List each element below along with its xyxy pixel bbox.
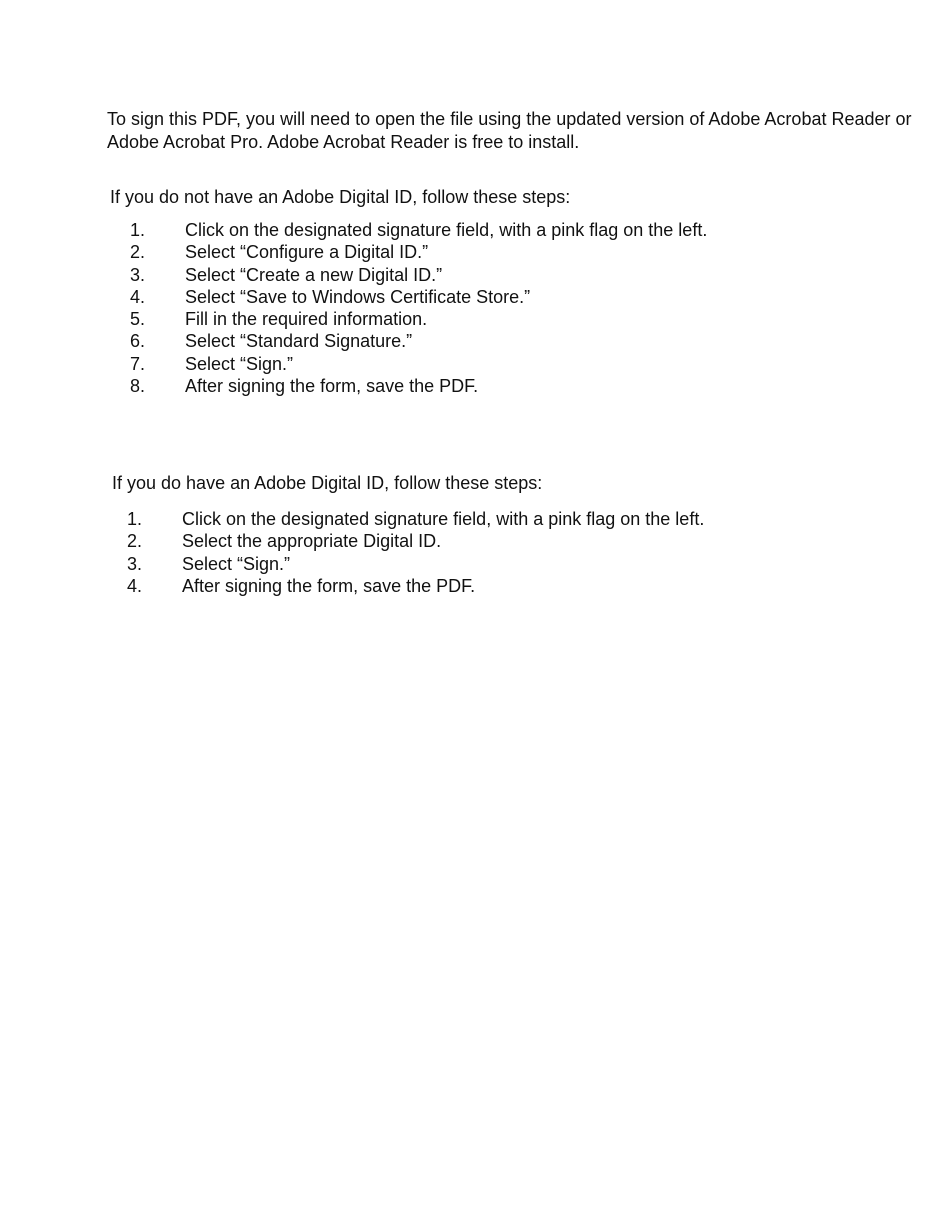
step-number: 4. xyxy=(130,286,146,307)
step-number: 7. xyxy=(130,353,146,374)
step-text: Select “Sign.” xyxy=(185,353,294,374)
step-number: 3. xyxy=(130,264,146,285)
step-text: Select “Create a new Digital ID.” xyxy=(185,264,443,285)
step-text: Click on the designated signature field, with a pink flag on the left. xyxy=(185,220,708,240)
step-number: 2. xyxy=(130,242,146,263)
step-text: After signing the form, save the PDF. xyxy=(182,575,476,596)
list-item xyxy=(130,264,707,286)
step-text: After signing the form, save the PDF. xyxy=(185,376,479,397)
step-text: Click on the designated signature field, with a pink flag on the left. xyxy=(182,509,705,529)
has-digital-id-heading: If you do have an Adobe Digital ID, follow these steps: xyxy=(112,473,543,493)
step-number: 1. xyxy=(127,509,143,529)
intro-paragraph: To sign this PDF, you will need to open the file using the updated version of Adobe Acrobat Reader or Adobe Acrobat Pro. Adobe Acrobat Reader is free to install. xyxy=(107,109,912,152)
list-item xyxy=(130,219,707,241)
step-number: 3. xyxy=(127,553,143,574)
step-number: 4. xyxy=(127,575,143,596)
step-text: Select “Standard Signature.” xyxy=(185,331,413,352)
list-item xyxy=(130,330,707,352)
step-text: Select the appropriate Digital ID. xyxy=(182,531,442,552)
step-text: Select “Configure a Digital ID.” xyxy=(185,242,429,263)
list-item xyxy=(127,553,704,575)
list-item xyxy=(130,308,707,330)
list-item xyxy=(130,241,707,263)
step-text: Fill in the required information. xyxy=(185,309,428,330)
step-number: 8. xyxy=(130,376,146,397)
step-text: Select “Sign.” xyxy=(182,553,291,574)
list-item xyxy=(130,353,707,375)
has-digital-id-steps xyxy=(127,508,704,597)
step-number: 6. xyxy=(130,331,146,352)
step-number: 5. xyxy=(130,309,146,330)
step-number: 1. xyxy=(130,220,146,240)
step-text: Select “Save to Windows Certificate Store.” xyxy=(185,286,531,307)
list-item xyxy=(130,286,707,308)
no-digital-id-steps xyxy=(130,219,707,397)
step-number: 2. xyxy=(127,531,143,552)
list-item xyxy=(127,575,704,597)
list-item xyxy=(127,508,704,530)
list-item xyxy=(127,530,704,552)
no-digital-id-heading: If you do not have an Adobe Digital ID, follow these steps: xyxy=(110,187,571,207)
list-item xyxy=(130,375,707,397)
